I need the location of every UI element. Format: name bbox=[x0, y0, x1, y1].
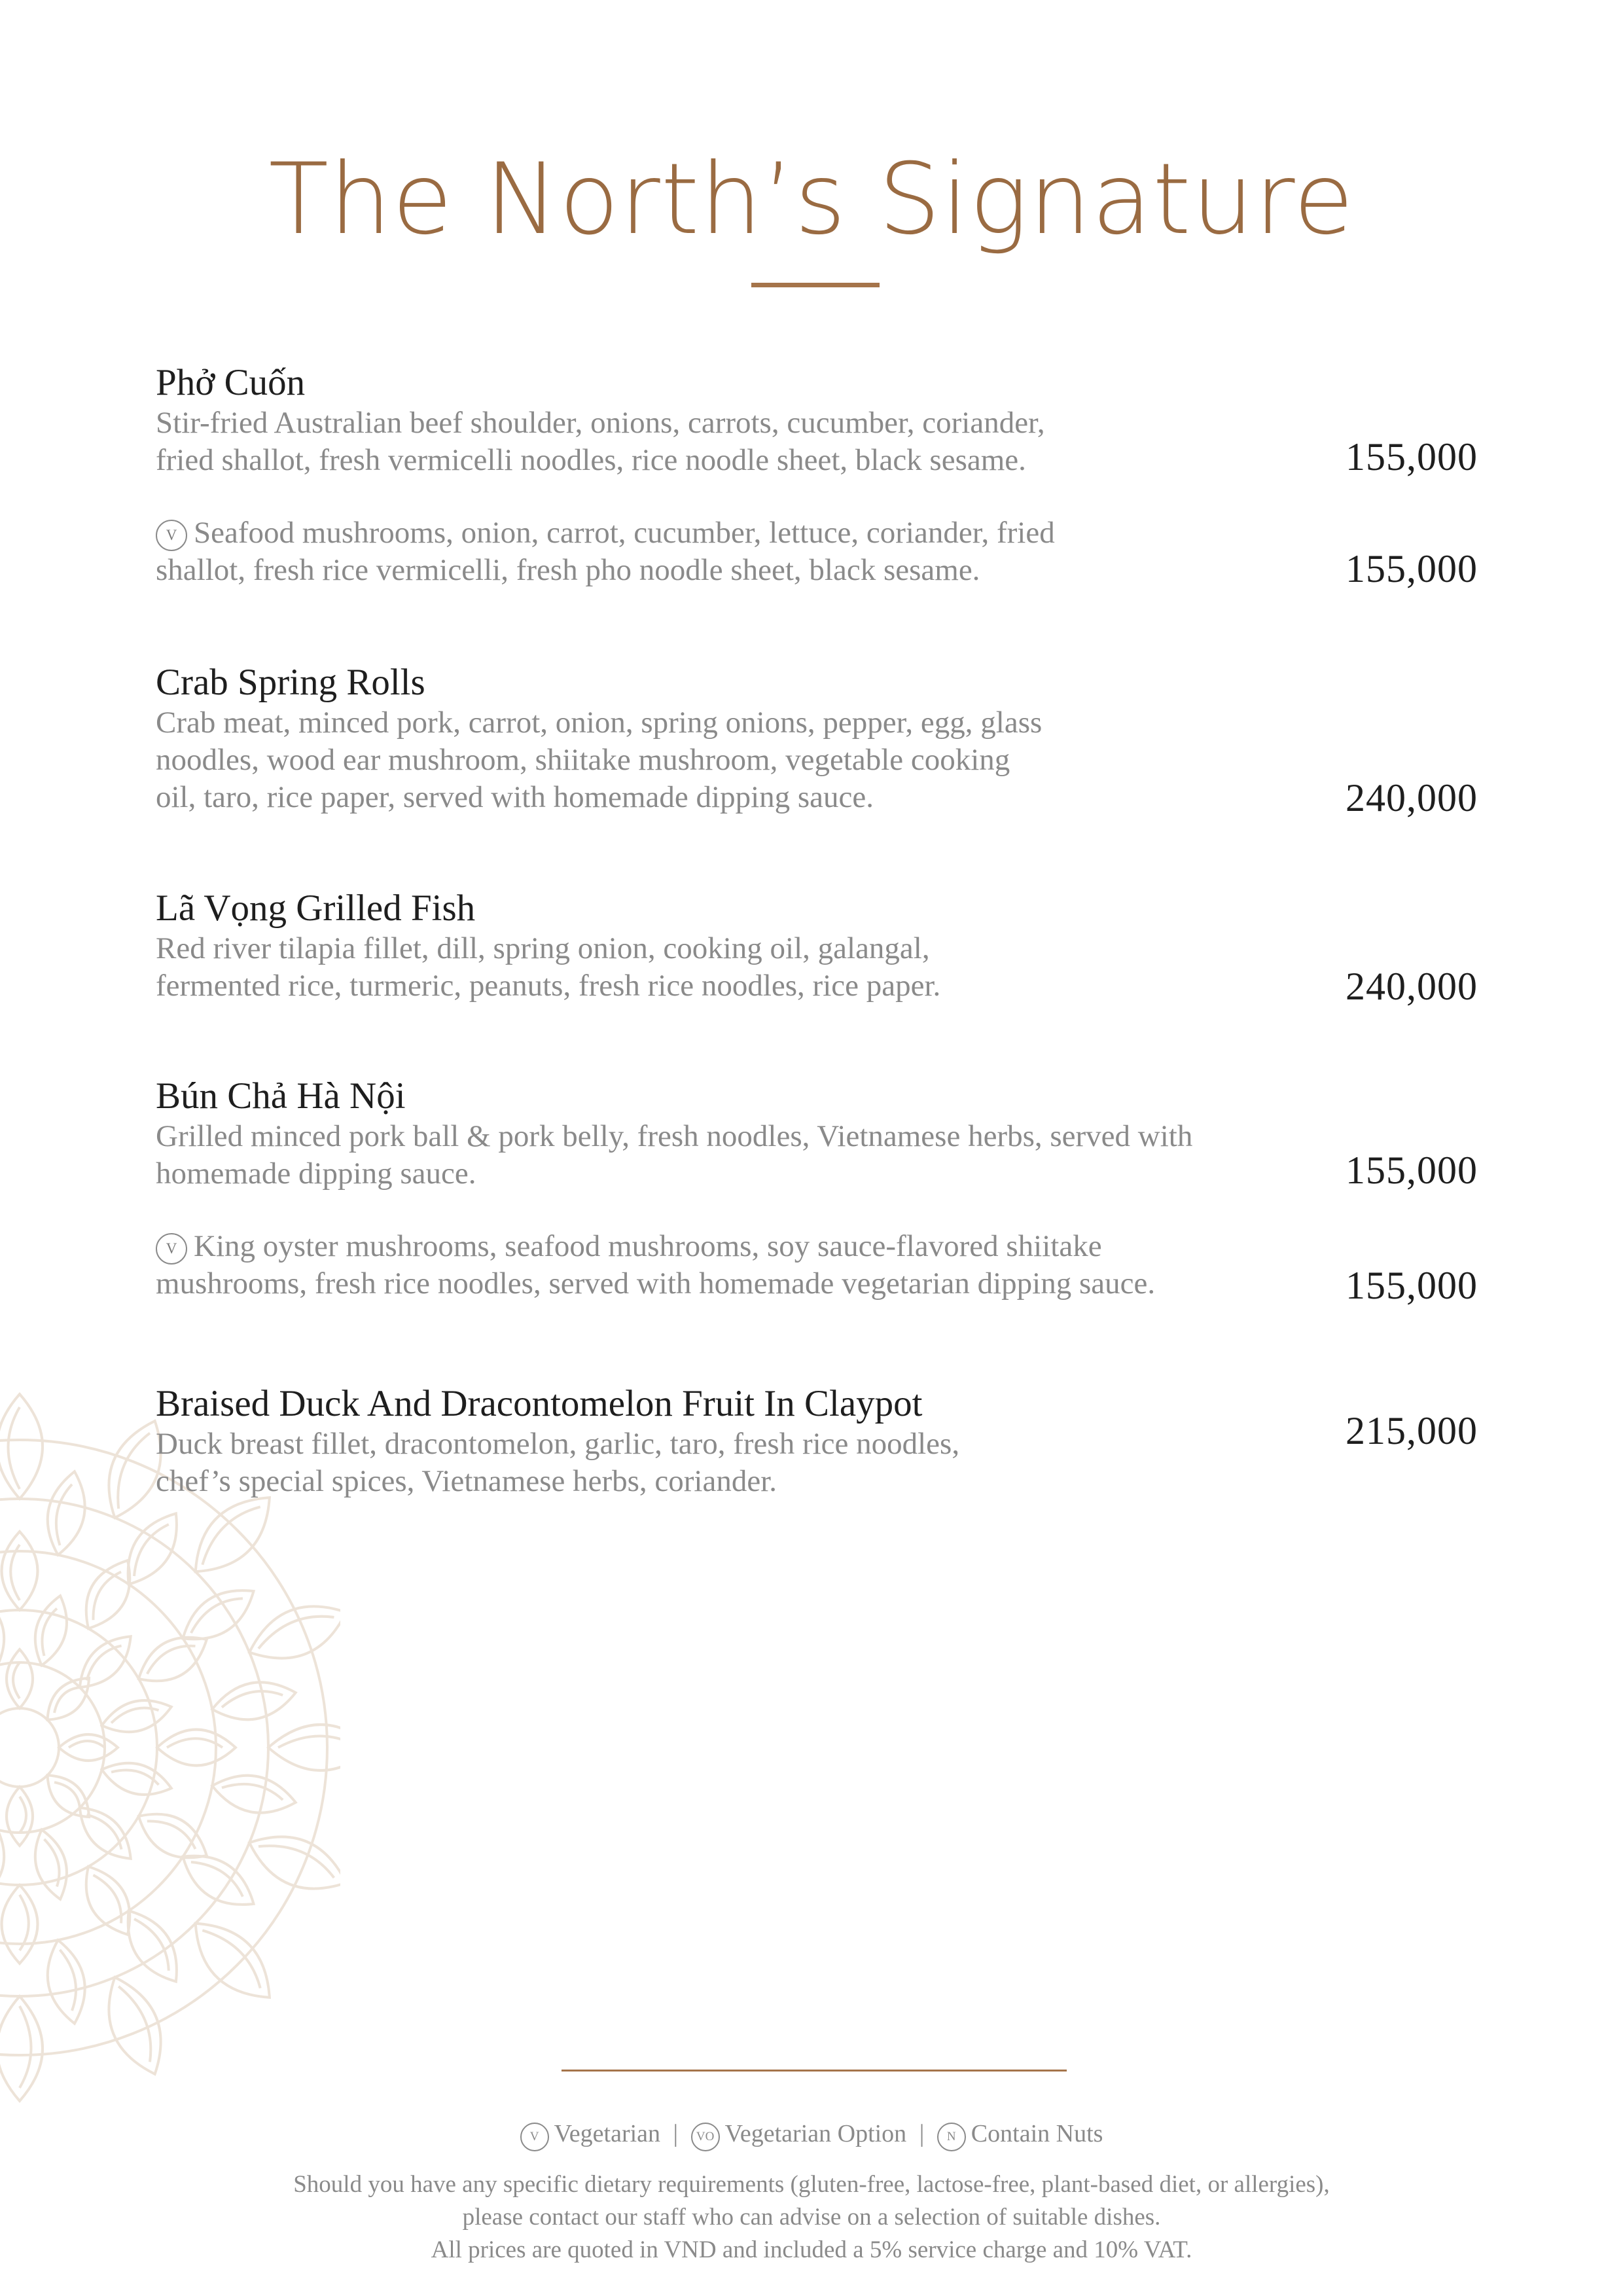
note-line: Should you have any specific dietary requirements (gluten-free, lactose-free, plant-based diet, or allergies), bbox=[293, 2171, 1330, 2198]
description-line: V Seafood mushrooms, onion, carrot, cucumber, lettuce, coriander, fried bbox=[156, 514, 1308, 552]
vegetarian-option-icon: VO bbox=[691, 2123, 720, 2151]
item-name: Braised Duck And Dracontomelon Fruit In Claypot bbox=[156, 1383, 923, 1424]
item-name: Lã Vọng Grilled Fish bbox=[156, 888, 476, 929]
item-price: 215,000 bbox=[1346, 1409, 1478, 1452]
description-line: noodles, wood ear mushroom, shiitake mushroom, vegetable cooking bbox=[156, 743, 1010, 777]
item-description bbox=[156, 1118, 1308, 1193]
description-line: mushrooms, fresh rice noodles, served with homemade vegetarian dipping sauce. bbox=[156, 1266, 1156, 1300]
note-line: please contact our staff who can advise on a selection of suitable dishes. bbox=[462, 2204, 1161, 2231]
legend-separator: | bbox=[919, 2120, 925, 2147]
variant-description bbox=[156, 1228, 1308, 1302]
description-line: fried shallot, fresh vermicelli noodles, rice noodle sheet, black sesame. bbox=[156, 443, 1026, 477]
description-line: shallot, fresh rice vermicelli, fresh pho noodle sheet, black sesame. bbox=[156, 553, 980, 587]
footer-divider bbox=[562, 2070, 1067, 2072]
description-line: Crab meat, minced pork, carrot, onion, spring onions, pepper, egg, glass bbox=[156, 706, 1043, 740]
dietary-legend bbox=[0, 2119, 1623, 2151]
item-name: Bún Chả Hà Nội bbox=[156, 1075, 406, 1117]
description-line: Red river tilapia fillet, dill, spring onion, cooking oil, galangal, bbox=[156, 931, 930, 965]
item-price: 240,000 bbox=[1346, 776, 1478, 819]
variant-description bbox=[156, 514, 1308, 589]
note-line: All prices are quoted in VND and included a 5% service charge and 10% VAT. bbox=[431, 2236, 1192, 2263]
item-description bbox=[156, 704, 1308, 816]
item-name: Crab Spring Rolls bbox=[156, 662, 425, 703]
menu-item-bun-cha-ha-noi bbox=[156, 1075, 1478, 1310]
menu-item-pho-cuon bbox=[156, 361, 1478, 597]
legend-separator: | bbox=[673, 2120, 679, 2147]
vegetarian-icon: V bbox=[156, 520, 187, 551]
variant-price: 155,000 bbox=[1346, 547, 1478, 590]
description-line: Grilled minced pork ball & pork belly, fresh noodles, Vietnamese herbs, served with bbox=[156, 1119, 1193, 1153]
description-line: oil, taro, rice paper, served with homemade dipping sauce. bbox=[156, 780, 874, 814]
item-description bbox=[156, 404, 1308, 479]
vegetarian-icon: V bbox=[520, 2123, 549, 2151]
item-price: 155,000 bbox=[1346, 1149, 1478, 1192]
menu-item-crab-spring-rolls bbox=[156, 661, 1478, 825]
title-divider bbox=[751, 283, 880, 287]
item-name: Phở Cuốn bbox=[156, 362, 306, 403]
description-line: Duck breast fillet, dracontomelon, garlic, taro, fresh rice noodles, bbox=[156, 1427, 960, 1461]
menu-item-braised-duck bbox=[156, 1382, 1478, 1513]
page-title: The North’s Signature bbox=[268, 143, 1355, 257]
nuts-icon: N bbox=[937, 2123, 966, 2151]
description-line: homemade dipping sauce. bbox=[156, 1157, 476, 1191]
description-line: fermented rice, turmeric, peanuts, fresh rice noodles, rice paper. bbox=[156, 969, 941, 1003]
item-description bbox=[156, 930, 1308, 1005]
vegetarian-icon: V bbox=[156, 1233, 187, 1265]
description-line: V King oyster mushrooms, seafood mushrooms, soy sauce-flavored shiitake bbox=[156, 1228, 1308, 1265]
legend-contains-nuts: N Contain Nuts bbox=[937, 2120, 1103, 2147]
description-line: chef’s special spices, Vietnamese herbs, coriander. bbox=[156, 1464, 777, 1498]
item-price: 240,000 bbox=[1346, 965, 1478, 1008]
variant-price: 155,000 bbox=[1346, 1264, 1478, 1307]
dietary-notes bbox=[0, 2168, 1623, 2267]
legend-vegetarian-option: VO Vegetarian Option bbox=[691, 2120, 907, 2147]
item-description bbox=[156, 1426, 1308, 1500]
item-price: 155,000 bbox=[1346, 435, 1478, 478]
description-line: Stir-fried Australian beef shoulder, onions, carrots, cucumber, coriander, bbox=[156, 406, 1045, 440]
legend-vegetarian: V Vegetarian bbox=[520, 2120, 660, 2147]
menu-item-la-vong-grilled-fish bbox=[156, 887, 1478, 1018]
